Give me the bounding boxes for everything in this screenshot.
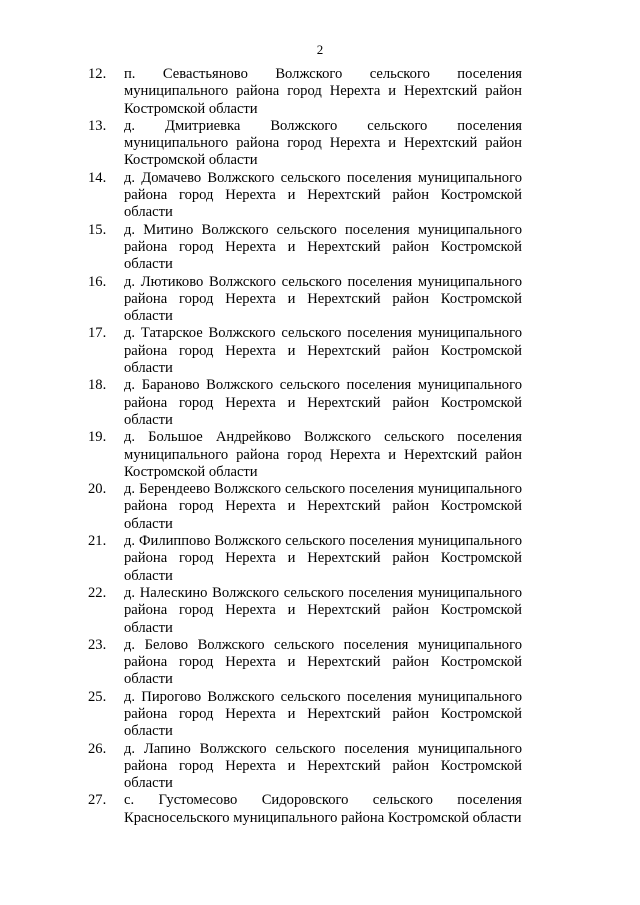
page-number: 2	[316, 42, 324, 57]
item-text: д. Филиппово Волжского сельского поселения муниципального района город Нерехта и Нерехтский район Костромской области	[124, 533, 522, 584]
item-number: 16.	[88, 273, 107, 290]
item-number: 21.	[88, 533, 107, 550]
item-number: 15.	[88, 221, 107, 238]
list-item	[88, 429, 522, 481]
list-item	[88, 66, 522, 118]
item-number: 25.	[88, 688, 107, 705]
list-item	[88, 170, 522, 222]
item-text: п. Севастьяново Волжского сельского поселения муниципального района город Нерехта и Нерехтский район Костромской области	[124, 66, 522, 117]
list-item	[88, 585, 522, 637]
item-text: д. Лютиково Волжского сельского поселения муниципального района город Нерехта и Нерехтский район Костромской области	[124, 273, 522, 325]
item-number: 19.	[88, 429, 107, 446]
list-item	[88, 533, 522, 585]
item-text: д. Бараново Волжского сельского поселения муниципального района город Нерехта и Нерехтский район Костромской области	[124, 377, 522, 428]
list-item	[88, 274, 522, 326]
item-number: 12.	[88, 66, 107, 82]
list-item	[88, 222, 522, 274]
item-number: 26.	[88, 740, 107, 757]
item-number: 23.	[88, 636, 107, 653]
list-item	[88, 792, 522, 827]
settlement-list	[88, 66, 522, 827]
item-number: 13.	[88, 117, 107, 134]
item-text: д. Белово Волжского сельского поселения муниципального района город Нерехта и Нерехтский район Костромской области	[124, 636, 522, 688]
item-number: 22.	[88, 584, 107, 601]
item-text: д. Пирогово Волжского сельского поселения муниципального района город Нерехта и Нерехтский район Костромской области	[124, 688, 522, 740]
item-number: 14.	[88, 169, 107, 186]
list-item	[88, 377, 522, 429]
item-text: с. Густомесово Сидоровского сельского поселения Красносельского муниципального района Костромской области	[124, 792, 522, 826]
list-item	[88, 325, 522, 377]
item-number: 27.	[88, 792, 107, 809]
item-text: д. Лапино Волжского сельского поселения муниципального района город Нерехта и Нерехтский район Костромской области	[124, 740, 522, 792]
item-text: д. Татарское Волжского сельского поселения муниципального района город Нерехта и Нерехтский район Костромской области	[124, 325, 522, 377]
list-item	[88, 481, 522, 533]
item-text: д. Налескино Волжского сельского поселения муниципального района город Нерехта и Нерехтский район Костромской области	[124, 584, 522, 636]
item-number: 18.	[88, 377, 107, 394]
item-text: д. Берендеево Волжского сельского поселения муниципального района город Нерехта и Нерехтский район Костромской области	[124, 481, 522, 532]
list-item	[88, 118, 522, 170]
list-item	[88, 689, 522, 741]
item-number: 17.	[88, 325, 107, 342]
item-text: д. Дмитриевка Волжского сельского поселения муниципального района город Нерехта и Нерехтский район Костромской области	[124, 117, 522, 169]
list-item	[88, 741, 522, 793]
list-item	[88, 637, 522, 689]
item-text: д. Большое Андрейково Волжского сельского поселения муниципального района город Нерехта и Нерехтский район Костромской области	[124, 429, 522, 480]
item-text: д. Митино Волжского сельского поселения муниципального района город Нерехта и Нерехтский район Костромской области	[124, 221, 522, 273]
item-number: 20.	[88, 481, 107, 498]
item-text: д. Домачево Волжского сельского поселения муниципального района город Нерехта и Нерехтский район Костромской области	[124, 169, 522, 221]
